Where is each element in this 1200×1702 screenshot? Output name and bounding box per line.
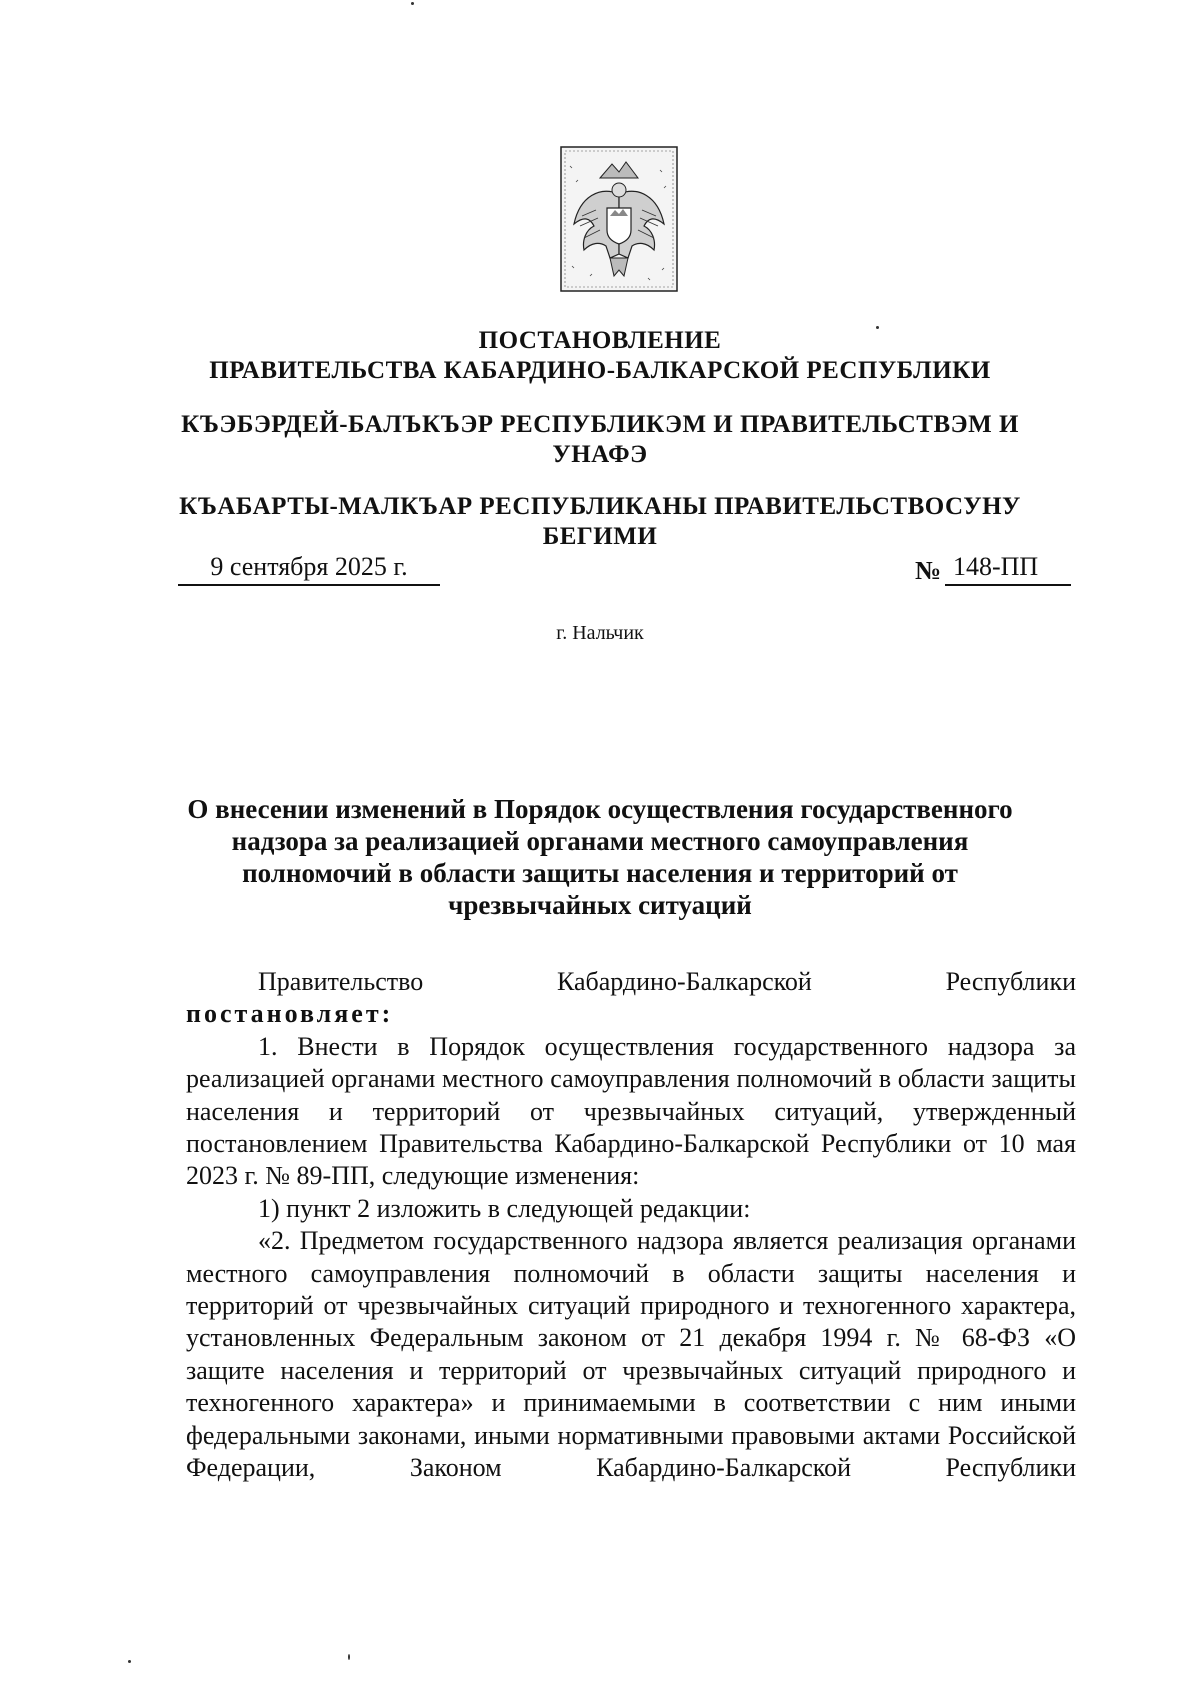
coat-of-arms-emblem bbox=[560, 146, 678, 292]
scan-speck bbox=[876, 326, 879, 329]
document-body bbox=[186, 966, 1076, 1485]
issuer-heading-russian: ПРАВИТЕЛЬСТВА КАБАРДИНО-БАЛКАРСКОЙ РЕСПУБЛИКИ bbox=[209, 357, 991, 384]
issuer-heading-kabardian: КЪЭБЭРДЕЙ-БАЛЪКЪЭР РЕСПУБЛИКЭМ И ПРАВИТЕЛЬСТВЭМ И УНАФЭ bbox=[181, 411, 1019, 468]
paragraph-2: 1) пункт 2 изложить в следующей редакции: bbox=[258, 1193, 751, 1223]
paragraph-1: 1. Внести в Порядок осуществления государственного надзора за реализацией органами местного самоуправления полномочий в области защиты населения и территорий от чрезвычайных ситуаций, утвержденный постановлением Правительства Кабардино-Балкарской Республики от 10 мая 2023 г. № 89-ПП, следующие изменения: bbox=[186, 1031, 1076, 1191]
number-sign: № bbox=[915, 556, 942, 585]
intro-line bbox=[186, 966, 1076, 998]
intro-word-republic: Республики bbox=[945, 967, 1076, 996]
document-date: 9 сентября 2025 г. bbox=[178, 552, 440, 586]
scan-speck bbox=[348, 1654, 350, 1660]
intro-word-region: Кабардино-Балкарской bbox=[556, 967, 812, 996]
document-number: 148-ПП bbox=[945, 552, 1071, 586]
scan-speck bbox=[128, 1660, 131, 1663]
issuer-heading-balkar: КЪАБАРТЫ-МАЛКЪАР РЕСПУБЛИКАНЫ ПРАВИТЕЛЬСТВОСУНУ БЕГИМИ bbox=[179, 493, 1021, 550]
decrees-word: постановляет: bbox=[186, 999, 394, 1029]
intro-word-government: Правительство bbox=[258, 967, 424, 996]
paragraph-3: «2. Предметом государственного надзора является реализация органами местного самоуправления полномочий в области защиты населения и территорий от чрезвычайных ситуаций природного и техногенного характера, установленных Федеральным законом от 21 декабря 1994 г. № 68-ФЗ «О защите населения и территорий от чрезвычайных ситуаций природного и техногенного характера» и принимаемыми в соответствии с ним иными федеральными законами, иными нормативными правовыми актами Российской Федерации, Законом Кабардино-Балкарской Республики bbox=[186, 1226, 1076, 1483]
city-name: г. Нальчик bbox=[556, 622, 644, 644]
scan-speck bbox=[411, 2, 414, 5]
document-title: О внесении изменений в Порядок осуществления государственного надзора за реализацией органами местного самоуправления полномочий в области защиты населения и территорий от чрезвычайных ситуаций bbox=[187, 794, 1013, 920]
document-type-heading: ПОСТАНОВЛЕНИЕ bbox=[478, 327, 722, 354]
